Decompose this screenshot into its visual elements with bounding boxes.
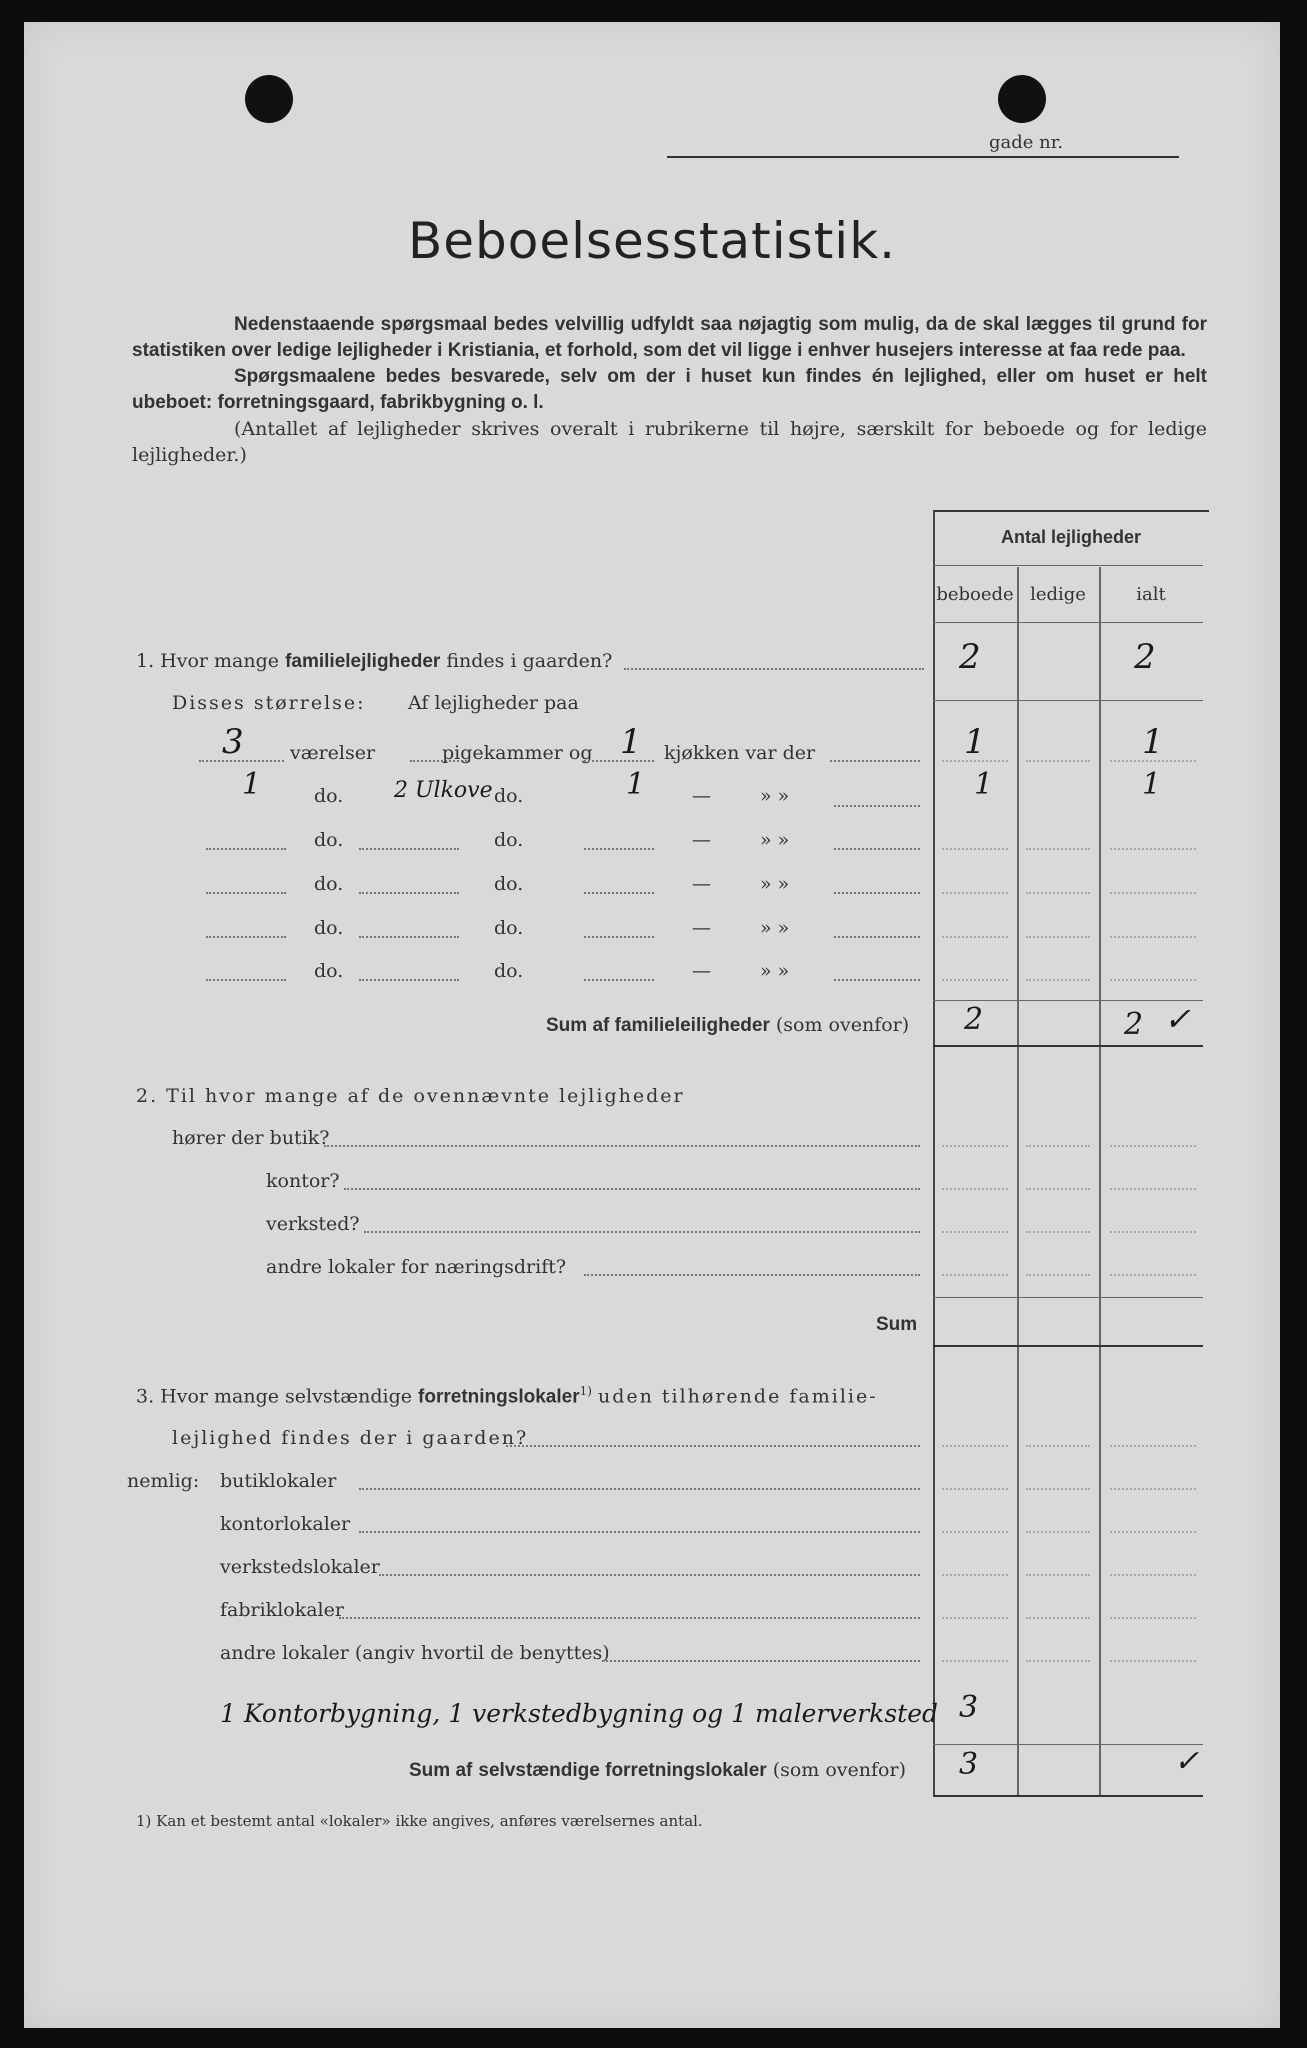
form-sheet: [24, 22, 1280, 2028]
q1-row1-pigekammer: pigekammer og: [442, 742, 593, 764]
cell-dots: [942, 1274, 1008, 1276]
q1-row1-rooms: 3: [222, 722, 244, 762]
q1-question: 1. Hvor mange familielejligheder findes i gaarden?: [136, 650, 613, 672]
table-header-rule: [933, 565, 1203, 566]
q1-row1-ialt: 1: [1142, 722, 1164, 762]
cell-dots: [1026, 1274, 1090, 1276]
q1-row6-leader: [834, 979, 920, 981]
q1-row3-quote: » »: [760, 829, 790, 851]
q1-row5-kitchen-dots: [584, 936, 654, 938]
q1-row2-quote: » »: [760, 785, 790, 807]
street-number-label: gade nr.: [989, 132, 1064, 153]
q1-row4-do-1: do.: [314, 873, 344, 895]
q3-handwritten-value: 3: [959, 1690, 979, 1725]
q1-row6-do-2: do.: [494, 960, 524, 982]
q1-row1-kitchens: 1: [620, 722, 642, 762]
cell-dots: [942, 1488, 1008, 1490]
q3-line2-dots: [506, 1445, 920, 1447]
q1-sum-rule-bottom: [933, 1045, 1203, 1047]
q1-row1-rooms-dots: [199, 760, 284, 762]
q3-fabrik: fabriklokaler: [220, 1599, 344, 1621]
q1-leader-dots: [624, 668, 924, 670]
q1-row5-leader: [834, 936, 920, 938]
q3-butik: butiklokaler: [220, 1470, 337, 1492]
cell-dots: [1026, 848, 1090, 850]
q1-row6-do-1: do.: [314, 960, 344, 982]
q1-row2-rooms: 1: [242, 767, 262, 802]
q1-sum-label: Sum af familieleiligheder (som ovenfor): [546, 1014, 910, 1036]
q1-row3-rooms-dots: [206, 848, 286, 850]
cell-dots: [1026, 892, 1090, 894]
q1-size-label: Disses størrelse:: [172, 692, 366, 714]
cell-dots: [1026, 1145, 1090, 1147]
q3-nemlig: nemlig:: [127, 1470, 200, 1492]
q1-row2-leader: [834, 805, 920, 807]
cell-dots: [942, 1574, 1008, 1576]
q2-verksted-dots: [364, 1231, 920, 1233]
cell-dots: [1110, 1531, 1196, 1533]
q2-sum-label: Sum: [876, 1314, 918, 1335]
cell-dots: [1110, 1145, 1196, 1147]
intro-text: [132, 312, 1207, 468]
q1-row3-kitchen-dots: [584, 848, 654, 850]
cell-dots: [1110, 1574, 1196, 1576]
cell-dots: [942, 1445, 1008, 1447]
table-col-divider-1: [1017, 567, 1019, 1795]
q1-row2-do-2: do.: [494, 785, 524, 807]
table-subheader-rule: [933, 622, 1203, 623]
q1-row1-leader: [830, 760, 920, 762]
q1-row1-vaerelser: værelser: [290, 742, 376, 764]
table-group-header: Antal lejligheder: [1000, 527, 1142, 547]
q3-check-mark: ✓: [1174, 1744, 1200, 1779]
cell-dots: [942, 1188, 1008, 1190]
cell-dots: [942, 1660, 1008, 1662]
intro-paragraph-2: Spørgsmaalene bedes besvarede, selv om der i huset kun findes én lejlighed, eller om huset er helt ubeboet: forretningsgaard, fabrikbygning o. l.: [132, 366, 1207, 413]
col-header-beboede: beboede: [936, 584, 1014, 605]
q1-row4-quote: » »: [760, 873, 790, 895]
q1-sum-beboede: 2: [964, 1002, 984, 1037]
cell-dots: [942, 1231, 1008, 1233]
q1-row-rule: [933, 700, 1203, 701]
q1-answer-ialt: 2: [1134, 637, 1156, 677]
cell-dots: [942, 1531, 1008, 1533]
cell-dots: [1026, 1231, 1090, 1233]
q3-handwritten-note: 1 Kontorbygning, 1 verkstedbygning og 1 malerverksted: [220, 1699, 939, 1728]
cell-dots: [1110, 1660, 1196, 1662]
q3-line1: 3. Hvor mange selvstændige forretningslokaler$^{1)}$ uden tilhørende familie-: [136, 1384, 878, 1408]
intro-paragraph-3: (Antallet af lejligheder skrives overalt i rubrikerne til højre, særskilt for beboede og for ledige lejligheder.): [132, 418, 1207, 466]
q3-kontor-dots: [359, 1531, 920, 1533]
q1-row2-kitchens: 1: [626, 767, 646, 802]
q1-row2-beboede: 1: [974, 767, 994, 802]
q3-sum-beboede: 3: [959, 1747, 979, 1782]
cell-dots: [1026, 1574, 1090, 1576]
q1-row4-do-2: do.: [494, 873, 524, 895]
q1-row5-pige-dots: [359, 936, 459, 938]
q3-sum-rule-bottom: [933, 1795, 1203, 1797]
cell-dots: [1110, 1188, 1196, 1190]
cell-dots: [1110, 1617, 1196, 1619]
q1-row3-dash: —: [692, 829, 711, 851]
q2-line1: 2. Til hvor mange af de ovennævnte lejligheder: [136, 1085, 685, 1107]
q1-sum-ialt: 2: [1124, 1007, 1144, 1042]
q1-row4-dash: —: [692, 873, 711, 895]
cell-dots: [942, 892, 1008, 894]
q3-line2: lejlighed findes der i gaarden?: [172, 1427, 529, 1449]
table-top-rule: [933, 510, 1209, 512]
cell-dots: [942, 1617, 1008, 1619]
cell-dots: [1026, 1488, 1090, 1490]
q1-row4-leader: [834, 892, 920, 894]
cell-dots: [1110, 936, 1196, 938]
cell-dots: [942, 848, 1008, 850]
cell-dots: [1110, 1231, 1196, 1233]
q1-row6-rooms-dots: [206, 979, 286, 981]
cell-dots: [1026, 979, 1090, 981]
q1-row2-do-1: do.: [314, 785, 344, 807]
q2-andre: andre lokaler for næringsdrift?: [266, 1256, 567, 1278]
table-col-divider-2: [1099, 567, 1101, 1795]
cell-dots: [1110, 979, 1196, 981]
cell-dots: [1110, 892, 1196, 894]
q1-row6-dash: —: [692, 960, 711, 982]
cell-dots: [1026, 1445, 1090, 1447]
q3-verksted: verkstedslokaler: [220, 1556, 380, 1578]
q1-answer-beboede: 2: [959, 637, 981, 677]
q2-andre-dots: [584, 1274, 920, 1276]
col-header-ialt: ialt: [1136, 584, 1166, 605]
q2-kontor-dots: [344, 1188, 920, 1190]
cell-dots: [942, 1145, 1008, 1147]
q1-row3-do-1: do.: [314, 829, 344, 851]
q1-row4-pige-dots: [359, 892, 459, 894]
q3-andre-dots: [602, 1660, 920, 1662]
intro-paragraph-1: Nedenstaaende spørgsmaal bedes velvillig udfyldt saa nøjagtig som mulig, da de skal lægges til grund for statistiken over ledige lejligheder i Kristiania, et forhold, som det vil ligge i enhver husejers interesse at faa rede paa.: [132, 314, 1207, 361]
q2-sum-rule-bottom: [933, 1345, 1203, 1347]
cell-dots: [1110, 760, 1196, 762]
q1-sum-rule-top: [933, 1000, 1203, 1001]
q1-row6-pige-dots: [359, 979, 459, 981]
q1-row4-rooms-dots: [206, 892, 286, 894]
q3-sum-label: Sum af selvstændige forretningslokaler (som ovenfor): [409, 1759, 906, 1781]
cell-dots: [1026, 1531, 1090, 1533]
q1-row6-kitchen-dots: [584, 979, 654, 981]
q1-row5-quote: » »: [760, 917, 790, 939]
q2-kontor: kontor?: [266, 1170, 340, 1192]
q1-row1-kjokken: kjøkken var der: [664, 742, 816, 764]
cell-dots: [1026, 760, 1090, 762]
q1-row4-kitchen-dots: [584, 892, 654, 894]
cell-dots: [1026, 936, 1090, 938]
q3-fabrik-dots: [339, 1617, 920, 1619]
cell-dots: [942, 936, 1008, 938]
punch-hole-right: [998, 75, 1046, 123]
q1-row1-kitchen-dots: [584, 760, 654, 762]
q1-row5-rooms-dots: [206, 936, 286, 938]
page-title: Beboelsesstatistik.: [407, 212, 897, 270]
cell-dots: [1110, 1274, 1196, 1276]
q1-row2-ialt: 1: [1142, 767, 1162, 802]
cell-dots: [1110, 1488, 1196, 1490]
footnote: 1) Kan et bestemt antal «lokaler» ikke angives, anføres værelsernes antal.: [136, 1812, 703, 1830]
table-left-rule: [933, 510, 935, 1795]
cell-dots: [942, 979, 1008, 981]
q1-row5-do-1: do.: [314, 917, 344, 939]
col-header-ledige: ledige: [1030, 584, 1086, 605]
q3-verksted-dots: [379, 1574, 920, 1576]
cell-dots: [1110, 1445, 1196, 1447]
q3-kontor: kontorlokaler: [220, 1513, 351, 1535]
q3-butik-dots: [359, 1488, 920, 1490]
cell-dots: [942, 760, 1008, 762]
street-number-line: [667, 156, 1179, 158]
q1-row3-leader: [834, 848, 920, 850]
q1-check-mark: ✓: [1164, 1000, 1191, 1038]
cell-dots: [1026, 1660, 1090, 1662]
q1-row2-pige: 2 Ulkove: [394, 778, 493, 803]
punch-hole-left: [245, 75, 293, 123]
q1-row5-do-2: do.: [494, 917, 524, 939]
q1-row3-pige-dots: [359, 848, 459, 850]
q1-row2-dash: —: [692, 785, 711, 807]
q1-row3-do-2: do.: [494, 829, 524, 851]
cell-dots: [1026, 1617, 1090, 1619]
q1-row6-quote: » »: [760, 960, 790, 982]
q2-verksted: verksted?: [266, 1213, 360, 1235]
q2-butik: hører der butik?: [172, 1127, 330, 1149]
cell-dots: [1110, 848, 1196, 850]
q3-andre: andre lokaler (angiv hvortil de benyttes): [220, 1642, 610, 1664]
q2-sum-rule-top: [933, 1297, 1203, 1298]
q3-sum-rule-top: [933, 1744, 1203, 1745]
cell-dots: [1026, 1188, 1090, 1190]
q1-size-sublabel: Af lejligheder paa: [408, 692, 579, 714]
q2-butik-dots: [324, 1145, 920, 1147]
q1-row1-beboede: 1: [964, 722, 986, 762]
q1-row5-dash: —: [692, 917, 711, 939]
